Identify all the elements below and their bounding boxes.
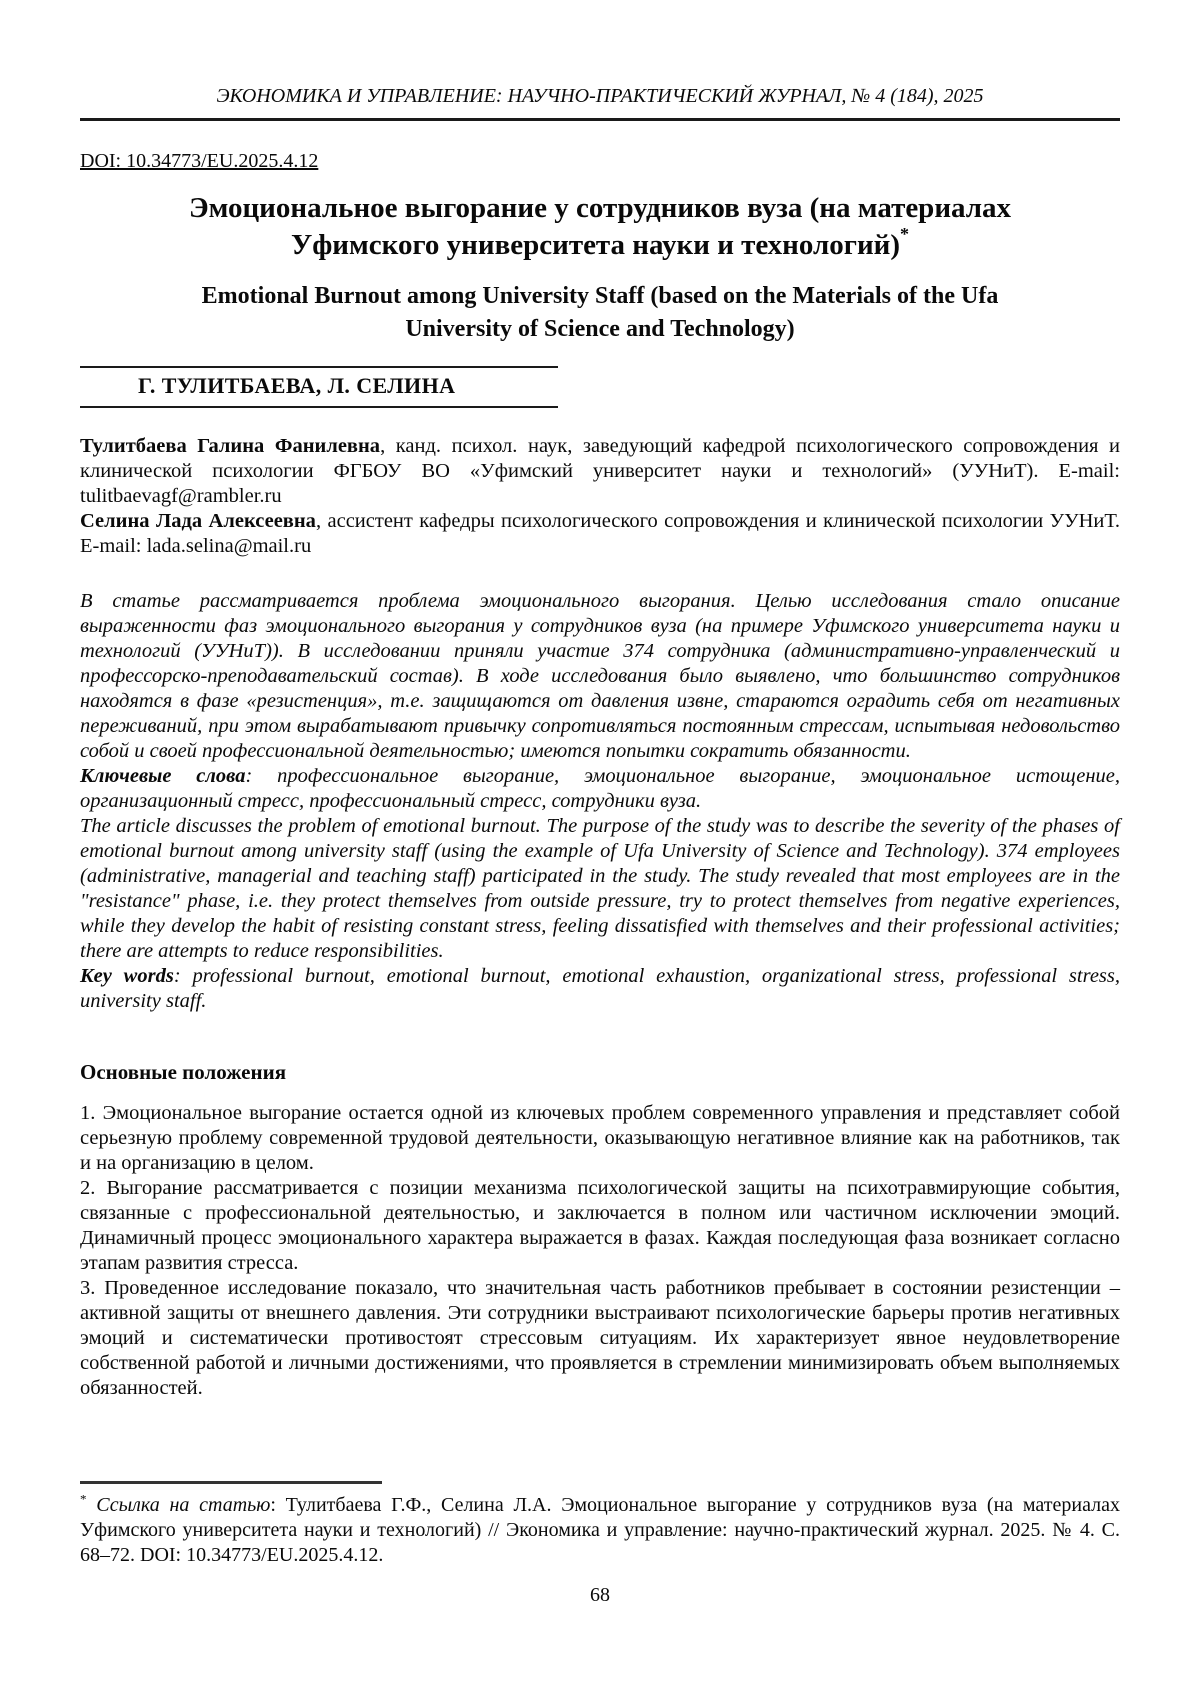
footnote-block <box>80 1481 1120 1568</box>
abstract-en: The article discusses the problem of emotional burnout. The purpose of the study was to describe the severity of the phases of emotional burnout among university staff (using the example of Ufa University of Science and Technology). 374 employees (administrative, managerial and teaching staff) participated in the study. The study revealed that most employees are in the "resistance" phase, i.e. they protect themselves from outside pressure, try to protect themselves from negative experiences, while they develop the habit of resisting constant stress, feeling dissatisfied with themselves and their professional activities; there are attempts to reduce responsibilities. <box>80 815 1120 962</box>
author1-details: , канд. психол. наук, заведующий кафедрой психологического сопровождения и клинической психологии ФГБОУ ВО «Уфимский университет науки и технологий» (УУНиТ). E-mail: tulitbaevagf@rambler.ru <box>80 435 1120 507</box>
section-heading-main-points: Основные положения <box>80 1060 287 1084</box>
author-banner <box>80 366 558 408</box>
title-en-line1: Emotional Burnout among University Staff (based on the Materials of the Ufa <box>201 283 999 309</box>
affiliations-block <box>80 434 1120 559</box>
title-ru-line1: Эмоциональное выгорание у сотрудников вуза (на материалах <box>188 192 1012 224</box>
main-point-3: 3. Проведенное исследование показало, что значительная часть работников пребывает в состоянии резистенции – активной защиты от внешнего давления. Эти сотрудники выстраивают психологические барьеры против негативных эмоций и систематически противостоят стрессовым ситуациям. Их характеризует явное неудовлетворение собственной работой и личными достижениями, что проявляется в стремлении минимизировать объем выполняемых обязанностей. <box>80 1277 1120 1399</box>
abstract-ru: В статье рассматривается проблема эмоционального выгорания. Целью исследования стало описание выраженности фаз эмоционального выгорания у сотрудников вуза (на примере Уфимского университета науки и технологий (УУНиТ)). В исследовании приняли участие 374 сотрудника (административно-управленческий и профессорско-преподавательский состав). В ходе исследования было выявлено, что большинство сотрудников находятся в фазе «резистенция», т.е. защищаются от давления извне, стараются оградить себя от негативных переживаний, при этом вырабатывают привычку сопротивляться постоянным стрессам, испытывая недовольство собой и своей профессиональной деятельностью; имеются попытки сократить обязанности. <box>80 590 1120 762</box>
keywords-en-list: : professional burnout, emotional burnout, emotional exhaustion, organizational stress, professional stress, university staff. <box>80 965 1121 1012</box>
keywords-ru <box>80 764 1120 814</box>
main-point-1: 1. Эмоциональное выгорание остается одной из ключевых проблем современного управления и представляет собой серьезную проблему современной трудовой деятельности, оказывающую негативное влияние как на работников, так и на организацию в целом. <box>80 1102 1120 1174</box>
title-en-line2: University of Science and Technology) <box>405 316 795 342</box>
title-ru-line2: Уфимского университета науки и технологий) <box>290 229 901 261</box>
author2-details: , ассистент кафедры психологического сопровождения и клинической психологии УУНиТ. E-mail: lada.selina@mail.ru <box>80 510 1120 557</box>
main-point-2: 2. Выгорание рассматривается с позиции механизма психологической защиты на психотравмирующие события, связанные с профессиональной деятельностью, и заключается в полном или частичном исключении эмоций. Динамичный процесс эмоционального характера выражается в фазах. Каждая последующая фаза возникает согласно этапам развития стресса. <box>80 1177 1120 1274</box>
author2-affiliation <box>80 509 1120 559</box>
footnote-citation-text: : Тулитбаева Г.Ф., Селина Л.А. Эмоциональное выгорание у сотрудников вуза (на материалах Уфимского университета науки и технологий) // Экономика и управление: научно-практический журнал. 2025. № 4. С. 68–72. DOI: 10.34773/EU.2025.4.12. <box>80 1494 1121 1566</box>
doi-text: DOI: 10.34773/EU.2025.4.12 <box>80 150 319 172</box>
footnote-marker: * <box>80 1491 87 1507</box>
keywords-en <box>80 964 1120 1014</box>
page-number: 68 <box>590 1584 610 1606</box>
footnote-separator-rule <box>80 1481 382 1484</box>
author1-affiliation <box>80 434 1120 509</box>
author1-name: Тулитбаева Галина Фанилевна <box>80 435 381 457</box>
footnote-label: Ссылка на статью <box>96 1494 271 1516</box>
keywords-ru-label: Ключевые слова <box>80 765 246 787</box>
keywords-en-label: Key words <box>80 965 174 987</box>
title-footnote-marker: * <box>900 224 910 244</box>
article-title-en <box>80 280 1120 346</box>
article-title-ru <box>80 190 1120 264</box>
journal-running-header: ЭКОНОМИКА И УПРАВЛЕНИЕ: НАУЧНО-ПРАКТИЧЕСКИЙ ЖУРНАЛ, № 4 (184), 2025 <box>80 84 1120 121</box>
doi-line <box>80 149 1120 174</box>
authors-short-names: Г. ТУЛИТБАЕВА, Л. СЕЛИНА <box>138 373 456 398</box>
footnote-citation <box>80 1493 1120 1568</box>
keywords-ru-list: : профессиональное выгорание, эмоциональное выгорание, эмоциональное истощение, организационный стресс, профессиональный стресс, сотрудники вуза. <box>80 765 1120 812</box>
main-points-list <box>80 1101 1120 1401</box>
author2-name: Селина Лада Алексеевна <box>80 510 316 532</box>
